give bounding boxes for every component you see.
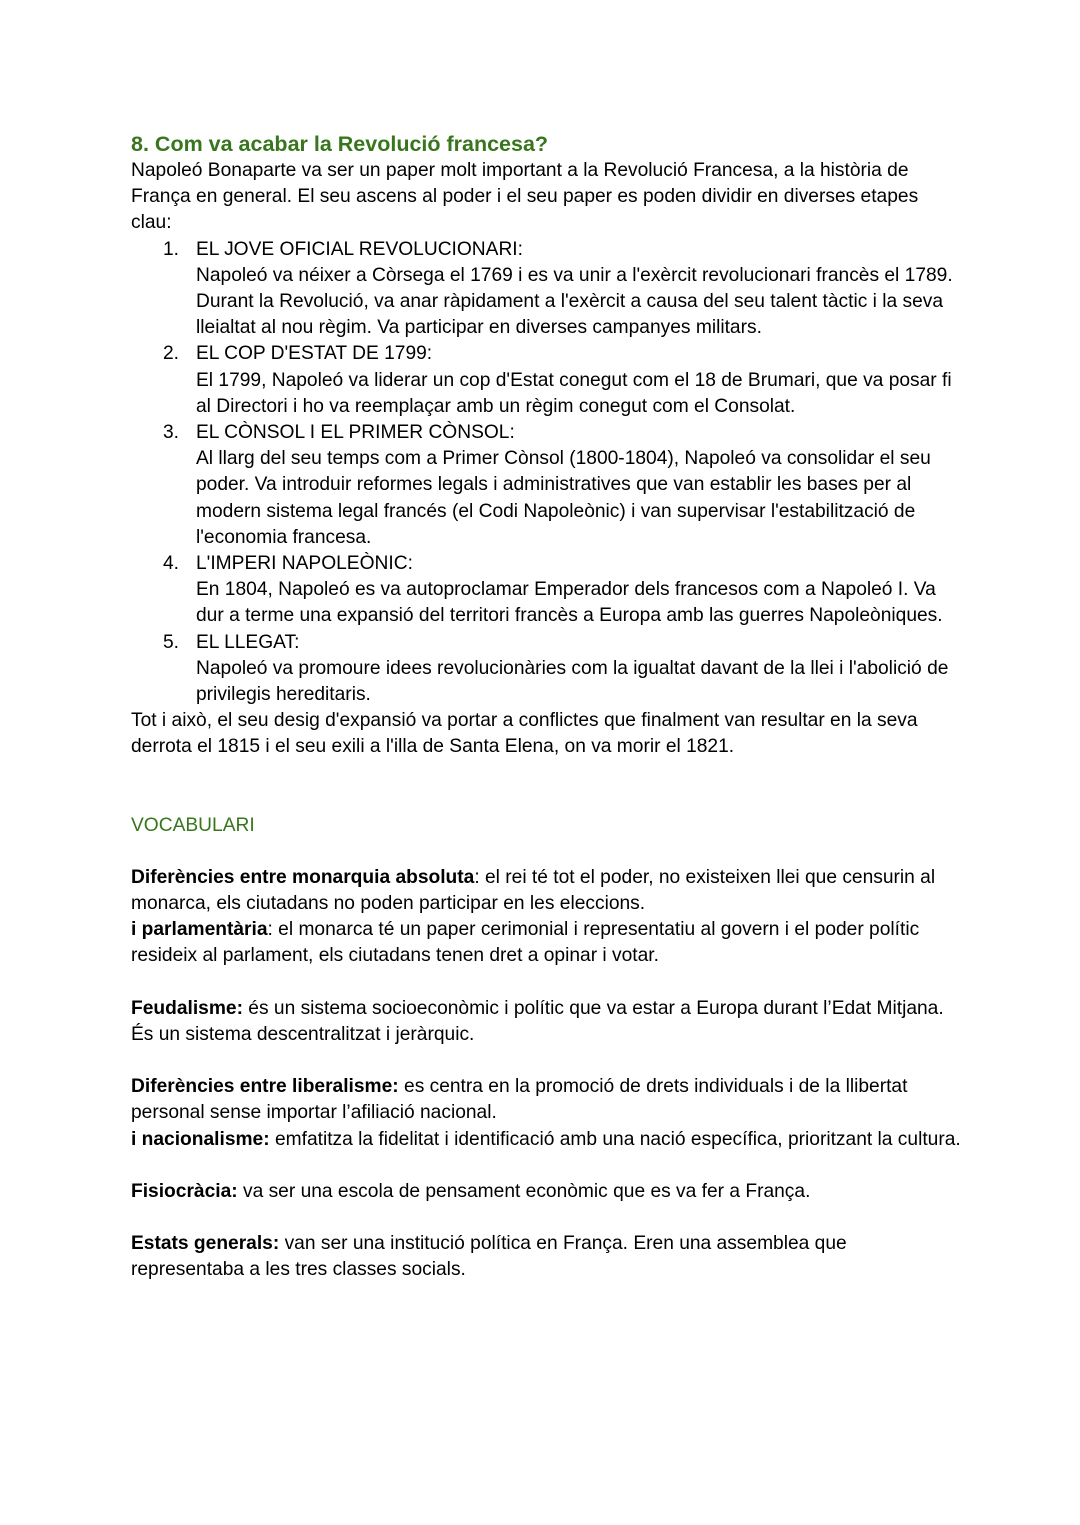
vocab-entry-monarchy	[131, 865, 961, 970]
vocab-term: i parlamentària	[131, 919, 268, 941]
spacer	[131, 761, 961, 813]
vocab-term: Diferències entre liberalisme:	[131, 1076, 399, 1098]
list-marker: 3.	[163, 422, 180, 444]
stages-list	[131, 237, 961, 709]
stage-title: L'IMPERI NAPOLEÒNIC:	[196, 553, 413, 575]
spacer	[131, 970, 961, 996]
stage-text: El 1799, Napoleó va liderar un cop d'Estat conegut com el 18 de Brumari, que va posar fi al Directori i ho va reemplaçar amb un règim conegut com el Consolat.	[196, 369, 952, 417]
vocab-definition: emfatitza la fidelitat i identificació amb una nació específica, prioritzant la cultura.	[269, 1128, 961, 1150]
list-item	[131, 420, 961, 551]
list-marker: 4.	[163, 553, 180, 575]
vocab-term: Estats generals:	[131, 1232, 280, 1254]
list-item	[131, 237, 961, 342]
vocab-entry-liberalism	[131, 1074, 961, 1153]
vocab-entry-estates	[131, 1231, 961, 1283]
spacer	[131, 839, 961, 865]
vocab-definition: és un sistema socioeconòmic i polític que va estar a Europa durant l’Edat Mitjana. És un sistema descentralitzat i jeràrquic.	[131, 997, 944, 1045]
list-marker: 2.	[163, 343, 180, 365]
spacer	[131, 1048, 961, 1074]
document-page	[131, 130, 961, 1283]
vocab-term: i nacionalisme:	[131, 1128, 270, 1150]
stage-text: Napoleó va promoure idees revolucionàries com la igualtat davant de la llei i l'abolició de privilegis hereditaris.	[196, 657, 949, 706]
vocab-entry-physiocracy	[131, 1179, 961, 1205]
stage-text: Napoleó va néixer a Còrsega el 1769 i es va unir a l'exèrcit revolucionari francès el 1789. Durant la Revolució, va anar ràpidament a l'exèrcit a causa del seu talent tàctic i la seva lleialtat al nou règim. Va participar en diverses campanyes militars.	[196, 264, 953, 339]
vocab-definition: va ser una escola de pensament econòmic que es va fer a França.	[237, 1180, 811, 1202]
vocab-term: Diferències entre monarquia absoluta	[131, 866, 475, 888]
list-marker: 5.	[163, 631, 180, 653]
vocabulary-title: VOCABULARI	[131, 814, 255, 836]
stage-title: EL JOVE OFICIAL REVOLUCIONARI:	[196, 238, 523, 260]
stage-title: EL COP D'ESTAT DE 1799:	[196, 343, 433, 365]
stage-text: En 1804, Napoleó es va autoproclamar Emperador dels francesos com a Napoleó I. Va dur a terme una expansió del territori francès a Europa amb las guerres Napoleòniques.	[196, 579, 943, 627]
vocab-definition: es centra en la promoció de drets individuals i de la llibertat personal sense importar l’afiliació nacional.	[131, 1076, 908, 1124]
vocab-term: Feudalisme:	[131, 997, 243, 1019]
section-heading	[131, 130, 961, 158]
list-item	[131, 630, 961, 709]
section-number: 8.	[131, 132, 149, 156]
list-item	[131, 341, 961, 420]
list-marker: 1.	[163, 238, 180, 260]
section-title: Com va acabar la Revolució francesa?	[154, 132, 549, 156]
conclusion-paragraph: Tot i això, el seu desig d'expansió va portar a conflictes que finalment van resultar en la seva derrota el 1815 i el seu exili a l'illa de Santa Elena, on va morir el 1821.	[131, 710, 918, 758]
stage-title: EL LLEGAT:	[196, 631, 300, 653]
vocab-term: Fisiocràcia:	[131, 1180, 238, 1202]
intro-paragraph: Napoleó Bonaparte va ser un paper molt important a la Revolució Francesa, a la història de França en general. El seu ascens al poder i el seu paper es poden dividir en diverses etapes clau:	[131, 160, 919, 234]
vocab-definition: : el monarca té un paper cerimonial i representatiu al govern i el poder polític resideix al parlament, els ciutadans tenen dret a opinar i votar.	[131, 919, 920, 967]
vocab-definition: van ser una institució política en França. Eren una assemblea que representaba a les tres classes socials.	[131, 1232, 847, 1281]
vocab-definition: : el rei té tot el poder, no existeixen llei que censurin al monarca, els ciutadans no poden participar en les eleccions.	[131, 866, 936, 915]
spacer	[131, 1205, 961, 1231]
stage-title: EL CÒNSOL I EL PRIMER CÒNSOL:	[196, 422, 515, 444]
stage-text: Al llarg del seu temps com a Primer Cònsol (1800-1804), Napoleó va consolidar el seu poder. Va introduir reformes legals i administratives que van establir les bases per al modern sistema legal francés (el Codi Napoleònic) i van supervisar l'estabilització de l'economia francesa.	[196, 448, 931, 548]
list-item	[131, 551, 961, 630]
spacer	[131, 1153, 961, 1179]
vocab-entry-feudalism	[131, 996, 961, 1048]
